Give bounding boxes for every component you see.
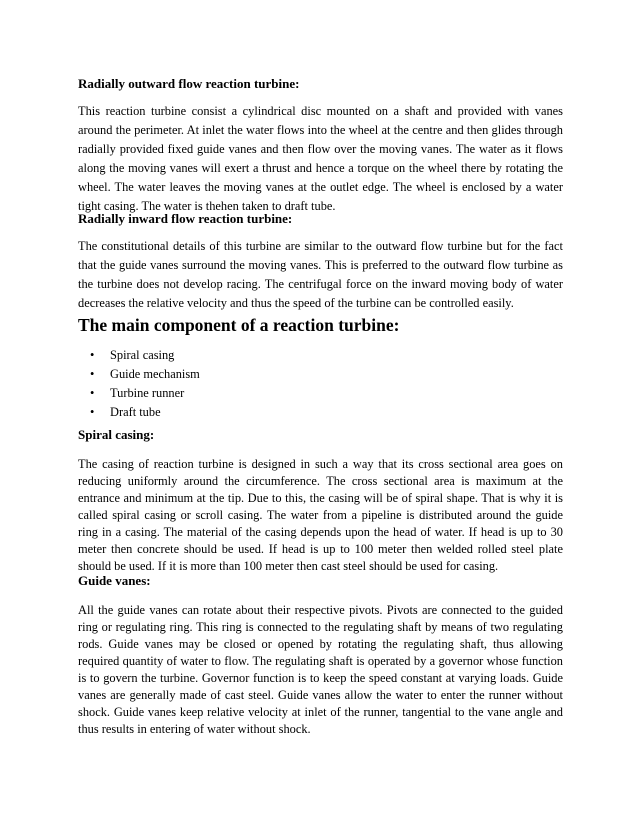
paragraph-outward-flow: This reaction turbine consist a cylindrical disc mounted on a shaft and provided with vanes around the perimeter. At inlet the water flows into the wheel at the centre and then glides through radially provided fixed guide vanes and then flow over the moving vanes. The water as it flows along the moving vanes will exert a thrust and hence a torque on the wheel there by rotating the wheel. The water leaves the moving vanes at the outlet edge. The wheel is enclosed by a water tight casing. The water is thehen taken to draft tube.	[78, 104, 563, 213]
heading-outward-flow: Radially outward flow reaction turbine:	[78, 76, 300, 91]
bullet-icon: •	[90, 386, 95, 400]
list-item: • Spiral casing	[78, 346, 200, 365]
heading-inward-flow: Radially inward flow reaction turbine:	[78, 211, 293, 226]
paragraph-spiral-casing: The casing of reaction turbine is designed in such a way that its cross sectional area goes on reducing uniformly around the circumference. The cross sectional area is maximum at the entrance and minimum at the tip. Due to this, the casing will be of spiral shape. That is why it is called spiral casing or scroll casing. The water from a pipeline is distributed around the guide ring in a casing. The material of the casing depends upon the head of water. If head is up to 30 meter then concrete should be used. If head is up to 100 meter then welded rolled steel plate should be used. If it is more than 100 meter then cast steel should be used for casing.	[78, 457, 563, 573]
spiral-casing-block	[78, 456, 563, 575]
bullet-icon: •	[90, 367, 95, 381]
heading-guide-vanes: Guide vanes:	[78, 573, 151, 588]
bullet-icon: •	[90, 405, 95, 419]
guide-vanes-block	[78, 602, 563, 738]
heading-spiral-casing: Spiral casing:	[78, 427, 155, 442]
components-list	[78, 346, 200, 422]
list-item: • Turbine runner	[78, 384, 200, 403]
list-item: • Draft tube	[78, 403, 200, 422]
heading-main-components: The main component of a reaction turbine:	[78, 315, 400, 335]
paragraph-inward-flow: The constitutional details of this turbine are similar to the outward flow turbine but for the fact that the guide vanes surround the moving vanes. This is preferred to the outward flow turbine as the turbine does not develop racing. The centrifugal force on the inward moving body of water decreases the relative velocity and thus the speed of the turbine can be controlled easily.	[78, 239, 563, 310]
list-item: • Guide mechanism	[78, 365, 200, 384]
bullet-icon: •	[90, 348, 95, 362]
paragraph-guide-vanes: All the guide vanes can rotate about their respective pivots. Pivots are connected to the guided ring or regulating ring. This ring is connected to the regulating shaft by means of two regulating rods. Guide vanes may be closed or opened by rotating the regulating shaft, thus allowing required quantity of water to flow. The regulating shaft is operated by a governor whose function is to govern the turbine. Governor function is to keep the speed constant at varying loads. Guide vanes are generally made of cast steel. Guide vanes allow the water to enter the runner without shock. Guide vanes keep relative velocity at inlet of the runner, tangential to the vane angle and thus results in entering of water without shock.	[78, 603, 563, 736]
